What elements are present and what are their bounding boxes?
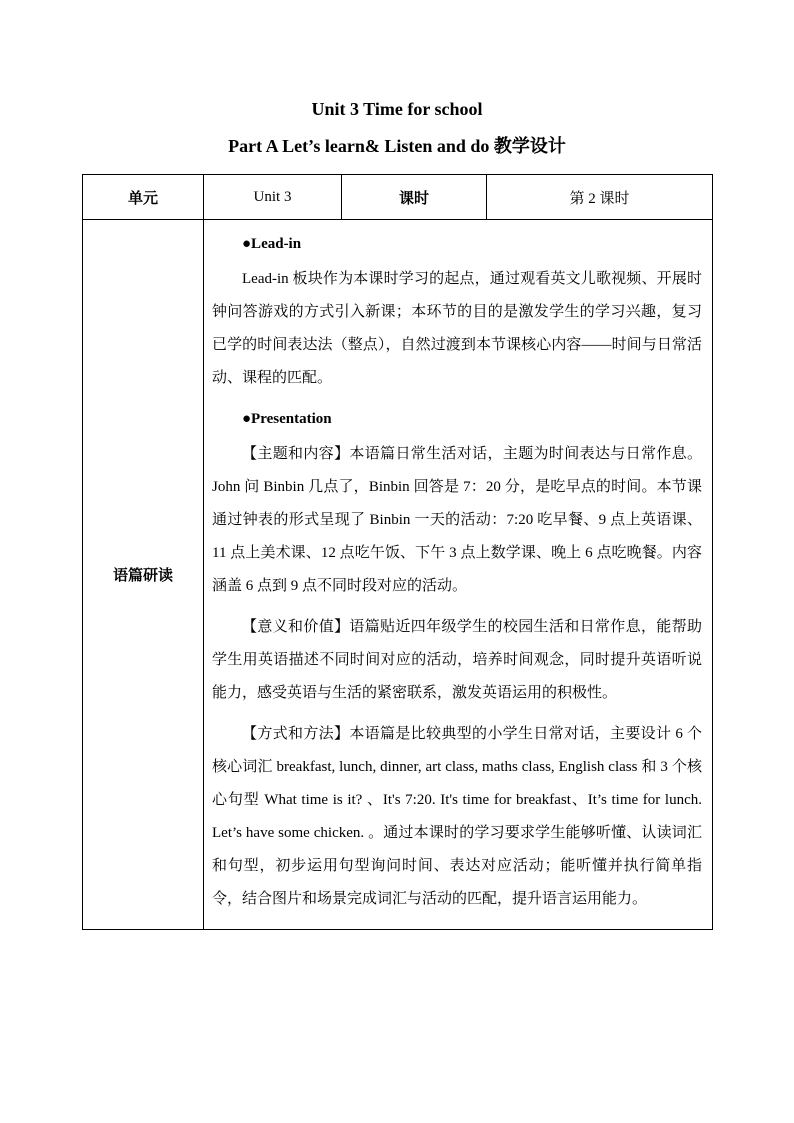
meaning-value-paragraph: 【意义和价值】语篇贴近四年级学生的校园生活和日常作息，能帮助学生用英语描述不同时间对应的活动，培养时间观念，同时提升英语听说能力，感受英语与生活的紧密联系，激发英语运用的积极性。 bbox=[212, 619, 702, 701]
unit-value-cell: Unit 3 bbox=[204, 175, 342, 220]
text-analysis-content bbox=[204, 220, 713, 930]
lesson-plan-table bbox=[82, 174, 713, 930]
theme-content-paragraph: 【主题和内容】本语篇日常生活对话，主题为时间表达与日常作息。John 问 Binbin 几点了，Binbin 回答是 7：20 分，是吃早点的时间。本节课通过钟表的形式呈现了 Binbin 一天的活动：7:20 吃早餐、9 点上英语课、11 点上美术课、12 点吃午饭、下午 3 点上数学课、晚上 6 点吃晚餐。内容涵盖 6 点到 9 点不同时段对应的活动。 bbox=[212, 446, 702, 594]
leadin-heading: ●Lead-in bbox=[242, 236, 302, 252]
text-analysis-row bbox=[83, 220, 713, 930]
document-subtitle: Part A Let’s learn& Listen and do 教学设计 bbox=[228, 136, 566, 156]
method-paragraph: 【方式和方法】本语篇是比较典型的小学生日常对话，主要设计 6 个核心词汇 breakfast, lunch, dinner, art class, maths class, English class 和 3 个核心句型 What time is it? 、It's 7:20. It's time for breakfast、It’s time for lunch. Let’s have some chicken. 。通过本课时的学习要求学生能够听懂、认读词汇和句型，初步运用句型询问时间、表达对应活动；能听懂并执行简单指令，结合图片和场景完成词汇与活动的匹配，提升语言运用能力。 bbox=[212, 726, 702, 907]
period-value-cell: 第 2 课时 bbox=[487, 175, 713, 220]
presentation-heading: ●Presentation bbox=[242, 411, 332, 427]
period-label-cell: 课时 bbox=[342, 175, 487, 220]
document-title: Unit 3 Time for school bbox=[311, 99, 483, 119]
table-header-row bbox=[83, 175, 713, 220]
leadin-paragraph: Lead-in 板块作为本课时学习的起点，通过观看英文儿歌视频、开展时钟问答游戏的方式引入新课；本环节的目的是激发学生的学习兴趣，复习已学的时间表达法（整点），自然过渡到本节课核心内容——时间与日常活动、课程的匹配。 bbox=[212, 271, 702, 386]
text-analysis-label: 语篇研读 bbox=[83, 220, 204, 930]
unit-label-cell: 单元 bbox=[83, 175, 204, 220]
